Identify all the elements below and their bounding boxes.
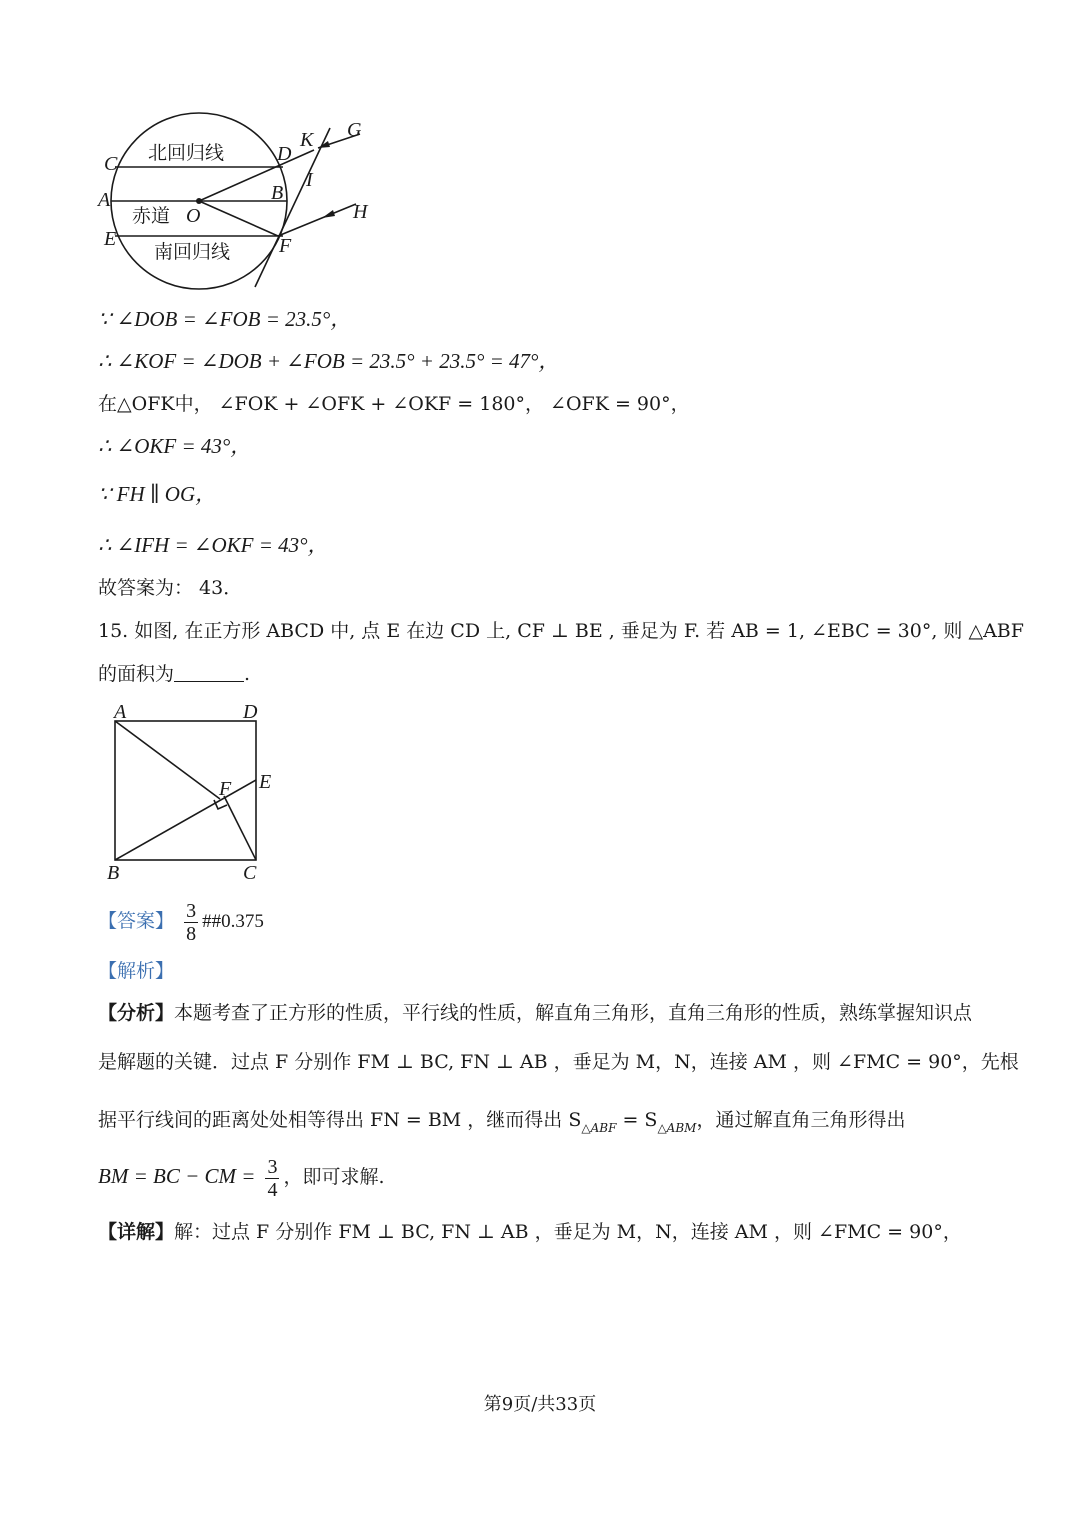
analysis-text-4: ，即可求解.: [283, 1166, 385, 1188]
analysis-text-1: 本题考查了正方形的性质，平行线的性质，解直角三角形，直角三角形的性质，熟练掌握知识点: [174, 1002, 973, 1024]
south-tropic-label: 南回归线: [154, 241, 231, 263]
bm-equation: BM = BC − CM =: [98, 1164, 256, 1188]
area-subscript-abf: △ABF: [581, 1121, 617, 1135]
solution-line-5: ∵ FH ∥ OG，: [98, 482, 217, 506]
label-a: A: [114, 701, 127, 723]
analysis-text-3b: = S: [616, 1109, 658, 1131]
earth-tropics-diagram: [90, 110, 390, 300]
answer-fraction: [184, 900, 198, 945]
label-b: B: [107, 862, 120, 884]
label-e: E: [259, 771, 272, 793]
label-h: H: [353, 201, 368, 223]
label-c: C: [243, 862, 257, 884]
analysis-text-3c: ，通过解直角三角形得出: [696, 1109, 906, 1131]
answer-alt: ##0.375: [202, 911, 264, 932]
solution-line-3: 在△OFK中， ∠FOK + ∠OFK + ∠OKF = 180°， ∠OFK = 90°，: [98, 393, 690, 415]
analysis-tag: 【解析】: [98, 960, 175, 982]
label-i: I: [306, 169, 313, 191]
bm-numerator: 3: [267, 1155, 278, 1178]
bm-denominator: 4: [267, 1178, 278, 1201]
problem-statement-cont: 的面积为: [98, 663, 175, 685]
solution-line-4: ∴ ∠OKF = 43°，: [98, 434, 252, 458]
detail-text: 解：过点 F 分别作 FM ⊥ BC, FN ⊥ AB ，垂足为 M，N，连接 AM ，则 ∠FMC = 90°，: [174, 1221, 962, 1243]
answer-blank: [174, 661, 244, 682]
area-subscript-abm: △ABM: [657, 1121, 697, 1135]
answer-numerator: 3: [186, 899, 197, 922]
solution-line-2: ∴ ∠KOF = ∠DOB + ∠FOB = 23.5° + 23.5° = 47°，: [98, 349, 560, 373]
analysis-line-4: [98, 1150, 385, 1203]
analysis-tag-bold: 【分析】: [98, 1002, 175, 1024]
problem-number: 15.: [98, 620, 129, 642]
arrow-h: [322, 210, 335, 218]
segment-cf: [224, 796, 256, 860]
problem-15-line-2: [98, 659, 250, 689]
detail-tag: 【详解】: [98, 1221, 175, 1243]
label-b: B: [271, 182, 284, 204]
center-point-o: [196, 198, 202, 204]
solution-line-6: ∴ ∠IFH = ∠OKF = 43°，: [98, 533, 329, 557]
answer-denominator: 8: [186, 922, 197, 945]
square-diagram: [100, 698, 290, 888]
problem-statement: 如图, 在正方形 ABCD 中, 点 E 在边 CD 上, CF ⊥ BE , 垂足为 F. 若 AB = 1, ∠EBC = 30°, 则 △ABF: [134, 620, 1024, 642]
north-tropic-label: 北回归线: [148, 142, 225, 164]
label-f: F: [279, 235, 292, 257]
ray-of: [199, 201, 278, 236]
answer-row: [98, 896, 264, 947]
tangent-line: [255, 128, 330, 287]
page-footer: 第9页/共33页: [483, 1394, 597, 1415]
equator-label: 赤道: [132, 205, 171, 227]
label-d: D: [243, 701, 258, 723]
analysis-text-3a: 据平行线间的距离处处相等得出 FN = BM ，继而得出 S: [98, 1109, 582, 1131]
label-d: D: [277, 143, 292, 165]
segment-af: [115, 721, 220, 799]
square-abcd: [115, 721, 256, 860]
analysis-line-1: [98, 998, 972, 1028]
label-g: G: [347, 119, 362, 141]
analysis-line-2: 是解题的关键．过点 F 分别作 FM ⊥ BC, FN ⊥ AB ，垂足为 M，N，连接 AM ，则 ∠FMC = 90°，先根: [98, 1051, 1019, 1073]
bm-fraction: [265, 1156, 279, 1201]
solution-line-1: ∵ ∠DOB = ∠FOB = 23.5°，: [98, 307, 352, 331]
answer-tag: 【答案】: [98, 910, 175, 932]
right-angle-mark: [214, 800, 227, 809]
segment-be: [115, 780, 256, 860]
analysis-line-3: [98, 1105, 905, 1143]
label-a: A: [98, 189, 111, 211]
label-e: E: [104, 228, 117, 250]
problem-end: .: [244, 663, 251, 685]
label-k: K: [300, 129, 314, 151]
detail-line: [98, 1217, 962, 1247]
answer-line: 故答案为： 43．: [98, 577, 243, 599]
ray-hf: [278, 204, 356, 236]
label-c: C: [104, 153, 118, 175]
problem-15-line-1: [98, 616, 1024, 646]
label-f: F: [219, 778, 232, 800]
label-o: O: [186, 205, 201, 227]
